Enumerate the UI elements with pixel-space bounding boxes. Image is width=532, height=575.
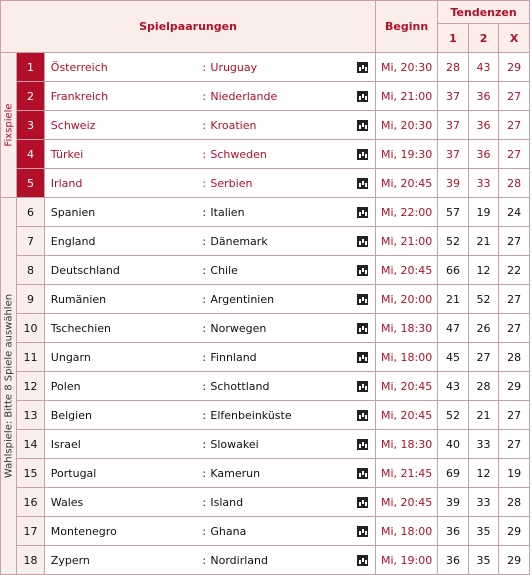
versus-separator: :: [198, 227, 210, 256]
tendency-1: 21: [438, 285, 469, 314]
kickoff-time: Mi, 21:45: [376, 459, 438, 488]
away-team: Serbien: [210, 169, 350, 198]
match-number: 15: [17, 459, 45, 488]
fixed-games-label: Fixspiele: [3, 103, 15, 147]
tendency-2: 52: [468, 285, 499, 314]
match-number: 7: [17, 227, 45, 256]
versus-separator: :: [198, 82, 210, 111]
stats-cell[interactable]: [350, 401, 376, 430]
tendency-x: 28: [499, 488, 530, 517]
away-team: Chile: [210, 256, 350, 285]
tendency-x: 27: [499, 140, 530, 169]
table-row[interactable]: [1, 285, 530, 314]
tendency-x-header: X: [499, 24, 530, 53]
kickoff-time: Mi, 18:30: [376, 430, 438, 459]
table-row[interactable]: [1, 430, 530, 459]
bar-chart-icon[interactable]: [357, 236, 368, 247]
bar-chart-icon[interactable]: [357, 352, 368, 363]
match-number: 17: [17, 517, 45, 546]
match-number: 18: [17, 546, 45, 575]
tendency-x: 27: [499, 82, 530, 111]
kickoff-time: Mi, 18:00: [376, 343, 438, 372]
bar-chart-icon[interactable]: [357, 207, 368, 218]
versus-separator: :: [198, 488, 210, 517]
tendency-2: 26: [468, 314, 499, 343]
table-row[interactable]: [1, 140, 530, 169]
versus-separator: :: [198, 53, 210, 82]
kickoff-time: Mi, 19:00: [376, 546, 438, 575]
bar-chart-icon[interactable]: [357, 294, 368, 305]
kickoff-time: Mi, 20:45: [376, 256, 438, 285]
stats-cell[interactable]: [350, 343, 376, 372]
kickoff-time: Mi, 20:45: [376, 401, 438, 430]
stats-cell[interactable]: [350, 169, 376, 198]
tendency-x: 29: [499, 517, 530, 546]
versus-separator: :: [198, 401, 210, 430]
table-row[interactable]: [1, 372, 530, 401]
stats-cell[interactable]: [350, 256, 376, 285]
table-row[interactable]: [1, 546, 530, 575]
bar-chart-icon[interactable]: [357, 555, 368, 566]
home-team: Irland: [44, 169, 198, 198]
away-team: Kroatien: [210, 111, 350, 140]
tendency-1: 37: [438, 140, 469, 169]
versus-separator: :: [198, 111, 210, 140]
away-team: Island: [210, 488, 350, 517]
tendency-2: 33: [468, 488, 499, 517]
tendency-2: 36: [468, 140, 499, 169]
tendency-2: 35: [468, 517, 499, 546]
kickoff-time: Mi, 20:45: [376, 372, 438, 401]
bar-chart-icon[interactable]: [357, 265, 368, 276]
tendency-2: 19: [468, 198, 499, 227]
bar-chart-icon[interactable]: [357, 120, 368, 131]
away-team: Nordirland: [210, 546, 350, 575]
bar-chart-icon[interactable]: [357, 526, 368, 537]
home-team: Israel: [44, 430, 198, 459]
match-number: 12: [17, 372, 45, 401]
tendency-x: 27: [499, 227, 530, 256]
table-row[interactable]: [1, 343, 530, 372]
home-team: Türkei: [44, 140, 198, 169]
match-number: 2: [17, 82, 45, 111]
match-number: 5: [17, 169, 45, 198]
tendency-2: 35: [468, 546, 499, 575]
tendency-2: 36: [468, 82, 499, 111]
bar-chart-icon[interactable]: [357, 62, 368, 73]
tendency-x: 22: [499, 256, 530, 285]
tendency-x: 19: [499, 459, 530, 488]
away-team: Dänemark: [210, 227, 350, 256]
bar-chart-icon[interactable]: [357, 410, 368, 421]
home-team: Belgien: [44, 401, 198, 430]
versus-separator: :: [198, 372, 210, 401]
tendency-1-header: 1: [438, 24, 469, 53]
versus-separator: :: [198, 517, 210, 546]
table-row[interactable]: [1, 517, 530, 546]
tendency-1: 39: [438, 488, 469, 517]
versus-separator: :: [198, 314, 210, 343]
tendency-2: 21: [468, 401, 499, 430]
stats-cell[interactable]: [350, 372, 376, 401]
tendency-2: 33: [468, 430, 499, 459]
tendency-x: 29: [499, 372, 530, 401]
away-team: Schottland: [210, 372, 350, 401]
tendency-1: 47: [438, 314, 469, 343]
table-row[interactable]: [1, 169, 530, 198]
table-row[interactable]: [1, 488, 530, 517]
stats-cell[interactable]: [350, 430, 376, 459]
table-row[interactable]: [1, 198, 530, 227]
kickoff-time: Mi, 19:30: [376, 140, 438, 169]
versus-separator: :: [198, 546, 210, 575]
home-team: Schweiz: [44, 111, 198, 140]
header-row: [1, 1, 530, 24]
tendency-1: 69: [438, 459, 469, 488]
away-team: Ghana: [210, 517, 350, 546]
optional-games-section: [1, 198, 17, 575]
tendency-1: 40: [438, 430, 469, 459]
away-team: Uruguay: [210, 53, 350, 82]
home-team: Ungarn: [44, 343, 198, 372]
tendency-x: 27: [499, 401, 530, 430]
versus-separator: :: [198, 140, 210, 169]
stats-cell[interactable]: [350, 227, 376, 256]
away-team: Schweden: [210, 140, 350, 169]
match-number: 13: [17, 401, 45, 430]
tendency-x: 27: [499, 285, 530, 314]
tendency-x: 24: [499, 198, 530, 227]
kickoff-time: Mi, 20:45: [376, 488, 438, 517]
bar-chart-icon[interactable]: [357, 497, 368, 508]
match-number: 3: [17, 111, 45, 140]
match-number: 6: [17, 198, 45, 227]
match-number: 11: [17, 343, 45, 372]
match-number: 1: [17, 53, 45, 82]
match-number: 9: [17, 285, 45, 314]
tendency-2: 12: [468, 459, 499, 488]
tendency-1: 66: [438, 256, 469, 285]
tendency-1: 36: [438, 517, 469, 546]
tendency-2-header: 2: [468, 24, 499, 53]
tendency-1: 52: [438, 227, 469, 256]
versus-separator: :: [198, 169, 210, 198]
bar-chart-icon[interactable]: [357, 381, 368, 392]
tendency-2: 43: [468, 53, 499, 82]
kickoff-time: Mi, 21:00: [376, 82, 438, 111]
table-row[interactable]: [1, 82, 530, 111]
stats-cell[interactable]: [350, 140, 376, 169]
away-team: Kamerun: [210, 459, 350, 488]
table-row[interactable]: [1, 53, 530, 82]
fixed-games-section: [1, 53, 17, 198]
match-number: 14: [17, 430, 45, 459]
versus-separator: :: [198, 256, 210, 285]
kickoff-time: Mi, 18:30: [376, 314, 438, 343]
away-team: Finnland: [210, 343, 350, 372]
tendency-x: 29: [499, 546, 530, 575]
table-row[interactable]: [1, 111, 530, 140]
kickoff-time: Mi, 20:00: [376, 285, 438, 314]
home-team: England: [44, 227, 198, 256]
home-team: Frankreich: [44, 82, 198, 111]
matches-body: [1, 53, 530, 575]
home-team: Wales: [44, 488, 198, 517]
bar-chart-icon[interactable]: [357, 468, 368, 479]
tendency-2: 28: [468, 372, 499, 401]
stats-cell[interactable]: [350, 82, 376, 111]
match-number: 10: [17, 314, 45, 343]
match-number: 4: [17, 140, 45, 169]
tendency-1: 52: [438, 401, 469, 430]
match-number: 8: [17, 256, 45, 285]
versus-separator: :: [198, 285, 210, 314]
tendency-2: 33: [468, 169, 499, 198]
kickoff-time: Mi, 20:30: [376, 53, 438, 82]
home-team: Deutschland: [44, 256, 198, 285]
table-row[interactable]: [1, 459, 530, 488]
start-header: Beginn: [376, 1, 438, 53]
stats-cell[interactable]: [350, 459, 376, 488]
tendency-x: 27: [499, 314, 530, 343]
bar-chart-icon[interactable]: [357, 149, 368, 160]
versus-separator: :: [198, 198, 210, 227]
versus-separator: :: [198, 343, 210, 372]
home-team: Portugal: [44, 459, 198, 488]
tendency-1: 28: [438, 53, 469, 82]
home-team: Zypern: [44, 546, 198, 575]
kickoff-time: Mi, 18:00: [376, 517, 438, 546]
away-team: Elfenbeinküste: [210, 401, 350, 430]
tendency-2: 27: [468, 343, 499, 372]
table-row[interactable]: [1, 227, 530, 256]
tendency-x: 27: [499, 111, 530, 140]
optional-games-label: Wahlspiele: Bitte 8 Spiele auswählen: [3, 293, 15, 479]
kickoff-time: Mi, 22:00: [376, 198, 438, 227]
away-team: Argentinien: [210, 285, 350, 314]
home-team: Polen: [44, 372, 198, 401]
tendency-x: 28: [499, 169, 530, 198]
home-team: Spanien: [44, 198, 198, 227]
tendency-2: 21: [468, 227, 499, 256]
versus-separator: :: [198, 459, 210, 488]
home-team: Rumänien: [44, 285, 198, 314]
home-team: Montenegro: [44, 517, 198, 546]
table-row[interactable]: [1, 256, 530, 285]
away-team: Italien: [210, 198, 350, 227]
matches-header: Spielpaarungen: [1, 1, 376, 53]
bar-chart-icon[interactable]: [357, 91, 368, 102]
stats-cell[interactable]: [350, 517, 376, 546]
away-team: Norwegen: [210, 314, 350, 343]
bar-chart-icon[interactable]: [357, 178, 368, 189]
table-row[interactable]: [1, 314, 530, 343]
tendency-2: 12: [468, 256, 499, 285]
stats-cell[interactable]: [350, 111, 376, 140]
match-number: 16: [17, 488, 45, 517]
away-team: Slowakei: [210, 430, 350, 459]
tendency-1: 37: [438, 82, 469, 111]
tendency-2: 36: [468, 111, 499, 140]
tendency-1: 36: [438, 546, 469, 575]
tendency-1: 43: [438, 372, 469, 401]
bar-chart-icon[interactable]: [357, 323, 368, 334]
tendency-1: 37: [438, 111, 469, 140]
bar-chart-icon[interactable]: [357, 439, 368, 450]
tendency-1: 39: [438, 169, 469, 198]
kickoff-time: Mi, 20:30: [376, 111, 438, 140]
versus-separator: :: [198, 430, 210, 459]
home-team: Tschechien: [44, 314, 198, 343]
stats-cell[interactable]: [350, 53, 376, 82]
tendency-1: 57: [438, 198, 469, 227]
tendencies-header: Tendenzen: [438, 1, 530, 24]
stats-cell[interactable]: [350, 314, 376, 343]
tendency-x: 27: [499, 430, 530, 459]
stats-cell[interactable]: [350, 285, 376, 314]
away-team: Niederlande: [210, 82, 350, 111]
table-row[interactable]: [1, 401, 530, 430]
tendency-1: 45: [438, 343, 469, 372]
tendency-x: 28: [499, 343, 530, 372]
home-team: Österreich: [44, 53, 198, 82]
stats-cell[interactable]: [350, 546, 376, 575]
tendency-x: 29: [499, 53, 530, 82]
kickoff-time: Mi, 20:45: [376, 169, 438, 198]
stats-cell[interactable]: [350, 198, 376, 227]
kickoff-time: Mi, 21:00: [376, 227, 438, 256]
stats-cell[interactable]: [350, 488, 376, 517]
